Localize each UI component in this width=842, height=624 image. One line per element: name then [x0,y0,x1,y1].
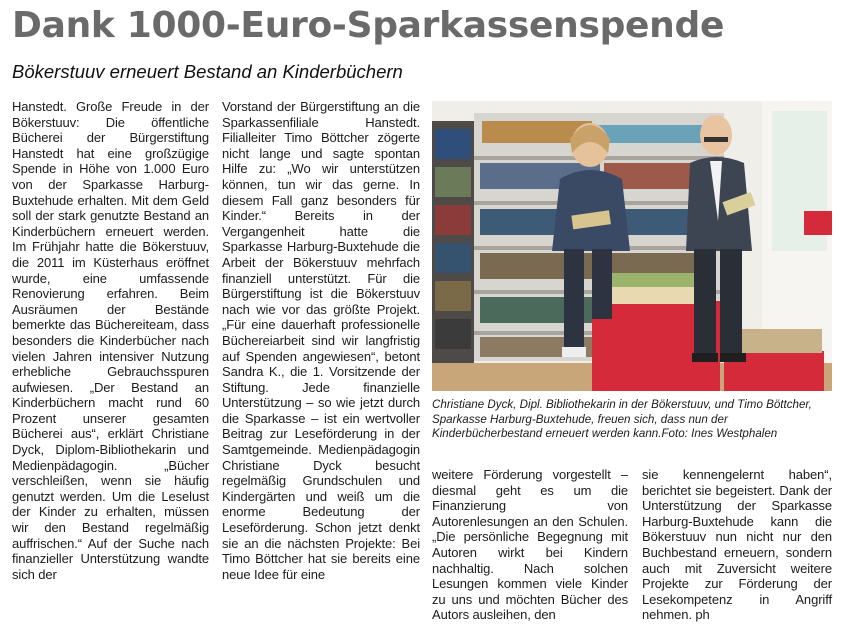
column-text: Hanstedt. Große Freude in der Bökerstuuv: Die öffentliche Bücherei der Bürgerstiftung Hanstedt hat eine großzügige Spende in Höhe von 1.000 Euro von der Sparkasse Harburg-Buxtehude erhalten. Mit dem Geld soll der stark genutzte Bestand an Kinderbüchern erneuert werden. Im Frühjahr hatte die Bökerstuuv, die 2011 im Küsterhaus eröffnet wurde, eine umfassende Renovierung erfahren. Beim Ausräumen der Bestände bemerkte das Büchereiteam, dass besonders die Kinderbücher nach vielen Jahren intensiver Nutzung erhebliche Gebrauchsspuren aufwiesen. „Der Bestand an Kinderbüchern macht rund 60 Prozent unserer gesamten Bücherei aus“, erklärt Christiane Dyck, Diplom-Bibliothekarin und Medienpädagogin. „Bücher verschleißen, wenn sie häufig genutzt werden. Um die Leselust der Kinder zu erhalten, müssen wir den Bestand regelmäßig auffrischen.“ Auf der Suche nach finanzieller Unterstützung wandte sich der [12,99,209,582]
subheadline: Bökerstuuv erneuert Bestand an Kinderbüchern [12,61,403,82]
photo-caption: Christiane Dyck, Dipl. Bibliothekarin in der Bökerstuuv, und Timo Böttcher, Sparkasse Harburg-Buxtehude, freuen sich, dass nun der Kinderbücherbestand erneuert werden kann.Foto: Ines Westphalen [432,398,812,441]
article-column-4 [642,467,832,623]
column-text: weitere Förderung vorgestellt – diesmal geht es um die Finanzierung von Autorenlesungen an den Schulen. „Die persönliche Begegnung mit Autoren wirkt bei Kindern nachhaltig. Nach solchen Lesungen kommen viele Kinder zu uns und möchten Bücher des Autors ausleihen, den [432,467,628,623]
article-photo [432,101,832,391]
article-column-1 [12,99,209,582]
headline: Dank 1000-Euro-Sparkassenspende [12,5,725,46]
library-photo-illustration [432,101,832,391]
column-text: sie kennengelernt haben“, berichtet sie begeistert. Dank der Unterstützung der Sparkasse Harburg-Buxtehude kann die Bökerstuuv nun nicht nur den Buchbestand erneuern, sondern auch mit Zuversicht weitere Projekte zur Förderung der Lesekompetenz in Angriff nehmen. ph [642,467,832,623]
article-column-3 [432,467,628,623]
article-column-2 [222,99,420,582]
column-text: Vorstand der Bürgerstiftung an die Sparkassenfiliale Hanstedt. Filialleiter Timo Böttcher zögerte nicht lange und sagte spontan Hilfe zu: „Wo wir unterstützen können, tun wir das gerne. In diesem Fall ganz besonders für Kinder.“ Bereits in der Vergangenheit hatte die Sparkasse Harburg-Buxtehude die Arbeit der Bökerstuuv mehrfach finanziell unterstützt. Für die Bürgerstiftung ist die Bökerstuuv nach wie vor das größte Projekt. „Für eine dauerhaft professionelle Büchereiarbeit sind wir langfristig auf Spenden angewiesen“, betont Sandra K., die 1. Vorsitzende der Stiftung. Jede finanzielle Unterstützung – so wie jetzt durch die Sparkasse – ist ein wertvoller Beitrag zur Leseförderung in der Samtgemeinde. Medienpädagogin Christiane Dyck besucht regelmäßig Grundschulen und Kindergärten und weiß um die enorme Bedeutung der Leseförderung. Schon jetzt denkt sie an die nächsten Projekte: Bei Timo Böttcher hat sie bereits eine neue Idee für eine [222,99,420,582]
